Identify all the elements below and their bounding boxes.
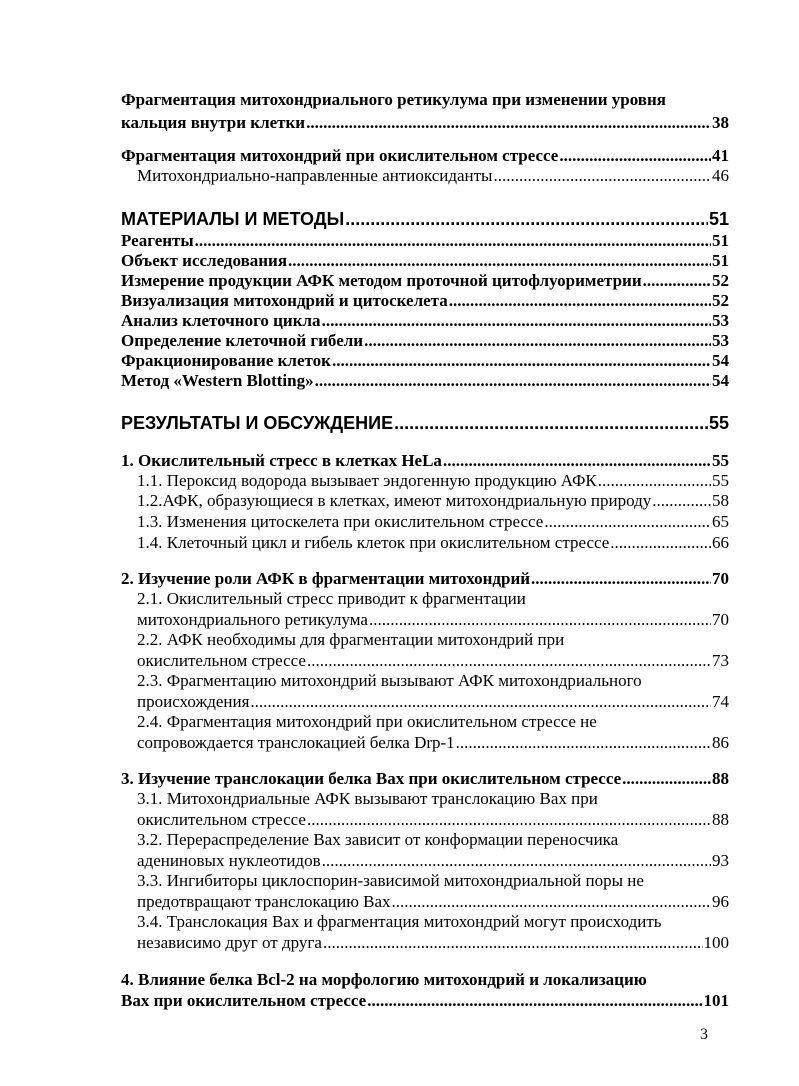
toc-entry-page: 93 — [712, 851, 729, 870]
toc-entry-title: 2.1. Окислительный стресс приводит к фрагментации — [137, 589, 526, 608]
toc-entry-title: 2.3. Фрагментацию митохондрий вызывают АФК митохондриального — [137, 671, 642, 690]
toc-entry-title: окислительном стрессе — [137, 810, 306, 829]
toc-entry-page: 55 — [708, 413, 729, 433]
toc-entry-title: МАТЕРИАЛЫ И МЕТОДЫ — [121, 209, 345, 229]
dot-leader — [531, 569, 711, 589]
toc-entry-page: 51 — [712, 251, 729, 270]
toc-entry-page: 52 — [712, 291, 729, 310]
toc-entry — [121, 371, 729, 391]
toc-entry-page: 65 — [712, 512, 729, 531]
toc-entry — [121, 569, 729, 589]
toc-entry-title: 2. Изучение роли АФК в фрагментации митохондрий — [121, 569, 531, 588]
dot-leader — [622, 769, 711, 789]
dot-leader — [394, 413, 708, 434]
toc-entry — [137, 491, 729, 511]
toc-entry — [121, 113, 729, 133]
toc-entry-page: 54 — [712, 371, 729, 390]
toc-entry-page: 54 — [712, 351, 729, 370]
toc-entry-title: Фрагментация митохондриального ретикулума при изменении уровня — [121, 90, 666, 109]
toc-entry-title: Реагенты — [121, 231, 194, 250]
dot-leader — [610, 533, 711, 553]
toc-entry-page: 100 — [703, 933, 729, 952]
toc-entry-title: Визуализация митохондрий и цитоскелета — [121, 291, 448, 310]
toc-entry-continued — [137, 712, 637, 732]
toc-entry-title: сопровождается транслокацией белка Drp-1 — [137, 733, 455, 752]
toc-entry — [137, 471, 729, 491]
toc-entry — [137, 892, 729, 912]
toc-entry-page: 38 — [712, 113, 729, 132]
page-number: 3 — [700, 1026, 708, 1043]
toc-entry — [137, 733, 729, 753]
toc-entry-page: 46 — [712, 166, 729, 185]
toc-entry-page: 66 — [712, 533, 729, 552]
dot-leader — [367, 991, 702, 1011]
toc-entry-page: 96 — [712, 892, 729, 911]
toc-entry-title: РЕЗУЛЬТАТЫ И ОБСУЖДЕНИЕ — [121, 413, 394, 433]
toc-entry-continued — [137, 830, 677, 850]
toc-entry-title: Метод «Western Blotting» — [121, 371, 314, 390]
toc-entry-continued — [137, 630, 577, 650]
toc-entry — [137, 651, 729, 671]
dot-leader — [307, 810, 711, 830]
dot-leader — [288, 251, 711, 271]
toc-entry — [137, 512, 729, 532]
toc-entry-page: 51 — [712, 231, 729, 250]
toc-entry — [121, 231, 729, 251]
toc-entry-continued — [121, 90, 711, 110]
toc-entry-title: 1.3. Изменения цитоскелета при окислительном стрессе — [137, 512, 544, 531]
toc-entry-continued — [137, 871, 697, 891]
dot-leader — [392, 892, 711, 912]
dot-leader — [307, 651, 711, 671]
dot-leader — [443, 451, 711, 471]
toc-entry-title: 1.2.АФК, образующиеся в клетках, имеют митохондриальную природу — [137, 491, 652, 510]
toc-entry-title: окислительном стрессе — [137, 651, 306, 670]
toc-entry — [121, 209, 729, 230]
toc-entry-title: кальция внутри клетки — [121, 113, 306, 132]
toc-entry — [137, 610, 729, 630]
toc-entry-title: Измерение продукции АФК методом проточной цитофлуориметрии — [121, 271, 642, 290]
dot-leader — [652, 491, 711, 511]
toc-entry-page: 58 — [712, 491, 729, 510]
toc-entry-title: 4. Влияние белка Bcl-2 на морфологию митохондрий и локализацию — [121, 970, 647, 989]
dot-leader — [306, 113, 711, 133]
toc-entry — [137, 692, 729, 712]
toc-entry — [121, 291, 729, 311]
toc-entry — [121, 769, 729, 789]
toc-entry-title: предотвращают транслокацию Bax — [137, 892, 391, 911]
toc-entry-page: 70 — [712, 569, 729, 588]
toc-entry-title: 3.3. Ингибиторы циклоспорин-зависимой митохондриальной поры не — [137, 871, 644, 890]
dot-leader — [643, 271, 711, 291]
toc-entry-title: 2.2. АФК необходимы для фрагментации митохондрий при — [137, 630, 565, 649]
toc-entry-title: 1.4. Клеточный цикл и гибель клеток при окислительном стрессе — [137, 533, 610, 552]
toc-entry-page: 101 — [703, 991, 729, 1010]
toc-entry — [121, 351, 729, 371]
toc-entry-title: Фракционирование клеток — [121, 351, 331, 370]
toc-entry-page: 88 — [712, 769, 729, 788]
toc-entry-title: митохондриального ретикулума — [137, 610, 368, 629]
toc-entry-title: 2.4. Фрагментация митохондрий при окислительном стрессе не — [137, 712, 597, 731]
toc-entry — [137, 166, 729, 186]
dot-leader — [559, 146, 711, 166]
toc-entry-title: 1. Окислительный стресс в клетках HeLa — [121, 451, 442, 470]
dot-leader — [345, 209, 708, 230]
toc-entry-page: 86 — [712, 733, 729, 752]
dot-leader — [544, 512, 711, 532]
toc-entry-page: 70 — [712, 610, 729, 629]
toc-entry-title: 3.2. Перераспределение Bax зависит от конформации переносчика — [137, 830, 619, 849]
toc-entry — [121, 271, 729, 291]
dot-leader — [322, 851, 711, 871]
toc-entry-title: происхождения — [137, 692, 250, 711]
toc-entry-continued — [137, 589, 557, 609]
toc-entry-title: Фрагментация митохондрий при окислительном стрессе — [121, 146, 559, 165]
toc-entry — [137, 933, 729, 953]
toc-entry-page: 53 — [712, 311, 729, 330]
dot-leader — [456, 733, 711, 753]
dot-leader — [364, 331, 711, 351]
toc-entry-continued — [137, 912, 717, 932]
toc-entry-page: 55 — [712, 451, 729, 470]
dot-leader — [323, 933, 703, 953]
toc-entry-page: 52 — [712, 271, 729, 290]
toc-entry-title: Митохондриально-направленные антиоксиданты — [137, 166, 493, 185]
dot-leader — [493, 166, 711, 186]
dot-leader — [598, 471, 711, 491]
toc-entry-page: 51 — [708, 209, 729, 229]
dot-leader — [332, 351, 711, 371]
dot-leader — [322, 311, 711, 331]
dot-leader — [369, 610, 711, 630]
toc-entry — [137, 533, 729, 553]
dot-leader — [250, 692, 711, 712]
toc-entry-page: 74 — [712, 692, 729, 711]
toc-entry-title: 1.1. Пероксид водорода вызывает эндогенную продукцию АФК — [137, 471, 597, 490]
toc-entry-title: Bax при окислительном стрессе — [121, 991, 367, 1010]
toc-entry-title: 3.1. Митохондриальные АФК вызывают транслокацию Bax при — [137, 789, 598, 808]
toc-entry — [121, 331, 729, 351]
toc-entry — [121, 251, 729, 271]
toc-entry — [121, 413, 729, 434]
toc-entry-page: 53 — [712, 331, 729, 350]
toc-entry-page: 41 — [712, 146, 729, 165]
dot-leader — [315, 371, 711, 391]
toc-entry-continued — [137, 789, 637, 809]
toc-entry-title: Определение клеточной гибели — [121, 331, 364, 350]
dot-leader — [195, 231, 711, 251]
toc-entry-title: Анализ клеточного цикла — [121, 311, 321, 330]
toc-entry-title: 3.4. Транслокация Bax и фрагментация митохондрий могут происходить — [137, 912, 662, 931]
toc-entry-continued — [121, 970, 701, 990]
toc-entry-page: 88 — [712, 810, 729, 829]
toc-entry-page: 55 — [712, 471, 729, 490]
dot-leader — [449, 291, 711, 311]
toc-entry-title: 3. Изучение транслокации белка Bax при окислительном стрессе — [121, 769, 622, 788]
toc-entry — [121, 146, 729, 166]
toc-entry — [121, 311, 729, 331]
toc-entry-title: Объект исследования — [121, 251, 288, 270]
toc-entry-title: адениновых нуклеотидов — [137, 851, 321, 870]
toc-entry-continued — [137, 671, 687, 691]
toc-entry — [137, 810, 729, 830]
toc-entry — [121, 451, 729, 471]
toc-entry — [121, 991, 729, 1011]
toc-entry — [137, 851, 729, 871]
toc-entry-title: независимо друг от друга — [137, 933, 322, 952]
toc-entry-page: 73 — [712, 651, 729, 670]
